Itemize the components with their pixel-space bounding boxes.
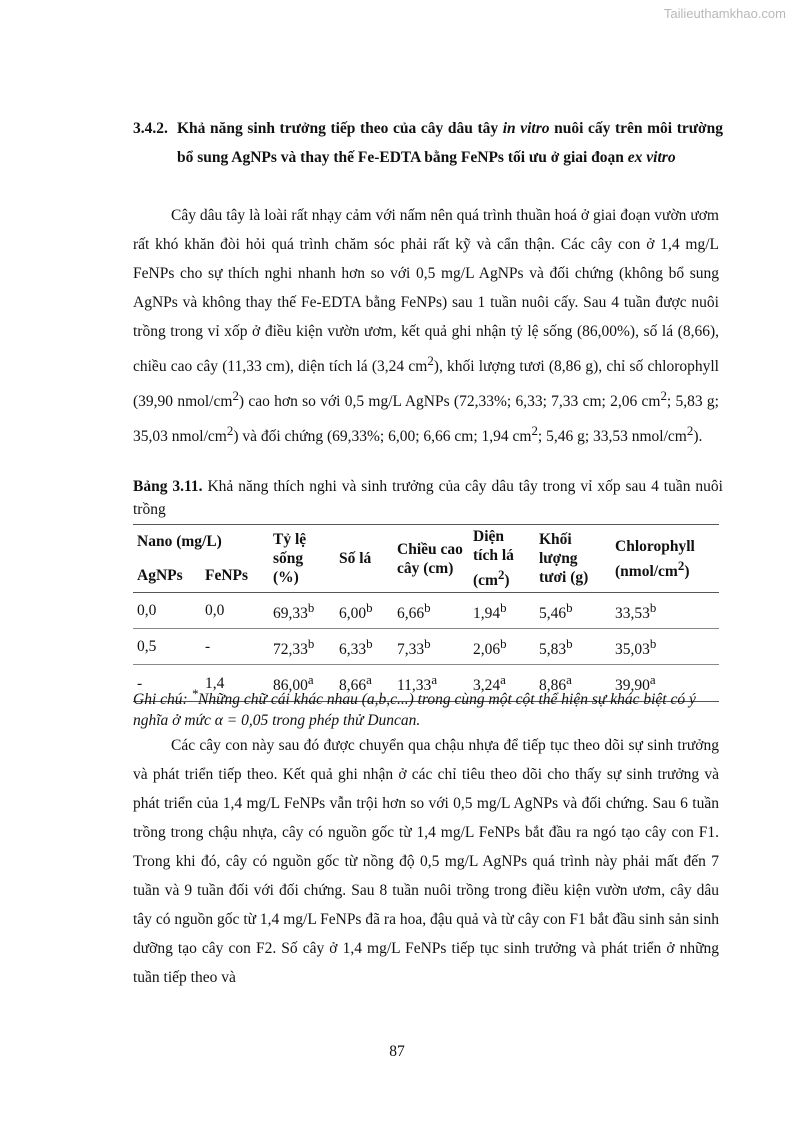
table-row <box>133 629 719 665</box>
cell-survival: 86,00$^a$ <box>269 665 335 701</box>
cell-height: 6,66$^b$ <box>393 593 469 629</box>
section-heading <box>133 114 723 172</box>
cell-leaves: 6,00$^b$ <box>335 593 393 629</box>
cell-chlorophyll: 33,53$^b$ <box>611 593 719 629</box>
cell-survival: 69,33$^b$ <box>269 593 335 629</box>
cell-chlorophyll: 39,90$^a$ <box>611 665 719 701</box>
header-leaves: Số lá <box>335 525 393 593</box>
cell-agnps: 0,0 <box>133 593 201 629</box>
cell-chlorophyll: 35,03$^b$ <box>611 629 719 665</box>
cell-height: 7,33$^b$ <box>393 629 469 665</box>
results-table <box>133 524 719 702</box>
cell-area: 2,06$^b$ <box>469 629 535 665</box>
cell-fenps: 1,4 <box>201 665 269 701</box>
cell-leaves: 6,33$^b$ <box>335 629 393 665</box>
cell-survival: 72,33$^b$ <box>269 629 335 665</box>
header-survival: Tỷ lệ sống (%) <box>269 525 335 593</box>
header-fresh-weight: Khối lượng tươi (g) <box>535 525 611 593</box>
cell-agnps: - <box>133 665 201 701</box>
cell-fenps: - <box>201 629 269 665</box>
cell-height: 11,33$^a$ <box>393 665 469 701</box>
cell-agnps: 0,5 <box>133 629 201 665</box>
cell-leaves: 8,66$^a$ <box>335 665 393 701</box>
header-agnps: AgNPs <box>133 559 201 593</box>
paragraph-2: Các cây con này sau đó được chuyển qua chậu nhựa để tiếp tục theo dõi sự sinh trưởng và phát triển tiếp theo. Kết quả ghi nhận ở các chỉ tiêu theo dõi cho thấy sự sinh trưởng và phát triển của 1,4 mg/L FeNPs vẫn trội hơn so với 0,5 mg/L AgNPs và đối chứng. Sau 6 tuần trồng trong chậu nhựa, cây có nguồn gốc từ 1,4 mg/L FeNPs bắt đầu ra ngó tạo cây con F1. Trong khi đó, cây có nguồn gốc từ nồng độ 0,5 mg/L AgNPs quá trình này phải mất đến 7 tuần và 9 tuần đối với đối chứng. Sau 8 tuần nuôi trồng trong điều kiện vườn ươm, cây dâu tây có nguồn gốc từ 1,4 mg/L FeNPs đã ra hoa, đậu quả và từ cây con F1 bắt đầu sinh sản sinh dưỡng tạo cây con F2. Số cây ở 1,4 mg/L FeNPs tiếp tục sinh trưởng và phát triển ở những tuần tiếp theo và <box>133 737 719 986</box>
paragraph-1: Cây dâu tây là loài rất nhạy cảm với nấm nên quá trình thuần hoá ở giai đoạn vườn ươm rất khó khăn đòi hỏi quá trình chăm sóc phải rất kỹ và cẩn thận. Các cây con ở 1,4 mg/L FeNPs cho sự thích nghi nhanh hơn so với 0,5 mg/L AgNPs và đối chứng (không bổ sung AgNPs và không thay thế Fe-EDTA bằng FeNPs) sau 1 tuần nuôi cấy. Sau 4 tuần được nuôi trồng trong vỉ xốp ở điều kiện vườn ươm, kết quả ghi nhận tỷ lệ sống (86,00%), số lá (8,66), chiều cao cây (11,33 cm), diện tích lá (3,24 $cm^2$), khối lượng tươi (8,86 g), chỉ số chlorophyll (39,90 nmol/$cm^2$) cao hơn so với 0,5 mg/L AgNPs (72,33%; 6,33; 7,33 cm; 2,06 $cm^2$; 5,83 g; 35,03 nmol/$cm^2$) và đối chứng (69,33%; 6,00; 6,66 cm; 1,94 $cm^2$; 5,46 g; 33,53 nmol/$cm^2$). <box>133 207 719 446</box>
cell-fenps: 0,0 <box>201 593 269 629</box>
watermark: Tailieuthamkhao.com <box>663 6 786 21</box>
cell-area: 1,94$^b$ <box>469 593 535 629</box>
header-fenps: FeNPs <box>201 559 269 593</box>
table-row <box>133 593 719 629</box>
table-caption: Bảng 3.11. Khả năng thích nghi và sinh trưởng của cây dâu tây trong vỉ xốp sau 4 tuần nuôi trồng <box>133 478 723 518</box>
cell-area: 3,24$^a$ <box>469 665 535 701</box>
header-leaf-area: Diện tích lá $(cm^2)$ <box>469 525 535 593</box>
section-number: 3.4.2. <box>133 120 168 137</box>
header-nano: Nano (mg/L) <box>133 525 269 559</box>
page-number: 87 <box>389 1043 405 1060</box>
section-title: Khả năng sinh trưởng tiếp theo của cây dâu tây in vitro nuôi cấy trên môi trường bổ sung AgNPs và thay thế Fe-EDTA bằng FeNPs tối ưu ở giai đoạn ex vitro <box>177 120 723 166</box>
header-chlorophyll: Chlorophyll $(nmol/cm^2)$ <box>611 525 719 593</box>
cell-weight: 5,83$^b$ <box>535 629 611 665</box>
cell-weight: 8,86$^a$ <box>535 665 611 701</box>
header-height: Chiều cao cây (cm) <box>393 525 469 593</box>
cell-weight: 5,46$^b$ <box>535 593 611 629</box>
table-note: Ghi chú: *Những chữ cái khác nhau (a,b,c...) trong cùng một cột thể hiện sự khác biệt có ý nghĩa ở mức α = 0,05 trong phép thử Duncan. <box>133 686 696 730</box>
